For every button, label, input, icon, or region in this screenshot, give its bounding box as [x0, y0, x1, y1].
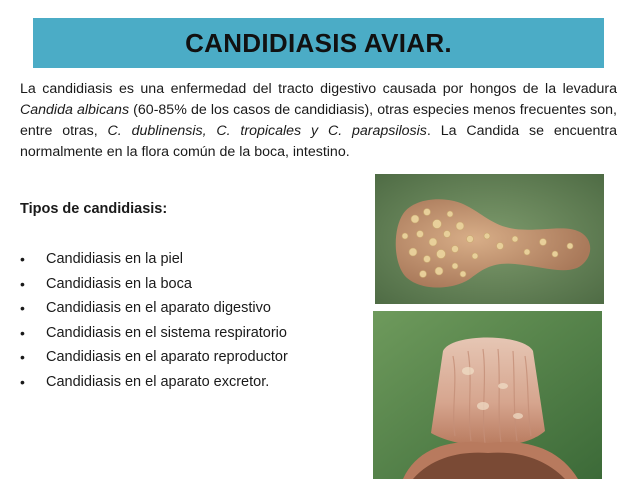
intro-text-3: . La Candida se encuentra normalmente en la flora común de la boca, intestino. [20, 123, 617, 160]
intro-paragraph [20, 79, 617, 163]
bullet-icon: • [20, 251, 25, 268]
bullet-icon: • [20, 349, 25, 366]
types-heading: Tipos de candidiasis: [20, 201, 168, 217]
title-bar [33, 18, 604, 68]
esophagus-tissue-photo [373, 311, 602, 479]
crop-tissue-photo [375, 174, 604, 304]
bullet-icon: • [20, 275, 25, 292]
types-list [20, 247, 288, 394]
intro-text-2: (60-85% de los casos de candidiasis), otras especies menos frecuentes son, entre otras, [20, 102, 617, 139]
slide-title: CANDIDIASIS AVIAR. [185, 27, 452, 58]
list-item: • Candidiasis en el sistema respiratorio [20, 324, 287, 341]
intro-text-1: La candidiasis es una enfermedad del tracto digestivo causada por hongos de la levadura [20, 81, 617, 97]
bullet-icon: • [20, 324, 25, 341]
list-item: • Candidiasis en el aparato reproductor [20, 349, 288, 366]
list-item: • Candidiasis en el aparato digestivo [20, 300, 271, 317]
list-item: • Candidiasis en la piel [20, 251, 184, 268]
bullet-icon: • [20, 300, 25, 317]
list-item: • Candidiasis en la boca [20, 275, 192, 292]
species-name-2: C. dublinensis, C. tropicales y C. parapsilosis [107, 123, 427, 139]
list-item: • Candidiasis en el aparato excretor. [20, 373, 270, 390]
bullet-icon: • [20, 373, 25, 390]
species-name-1: Candida albicans [20, 102, 130, 118]
